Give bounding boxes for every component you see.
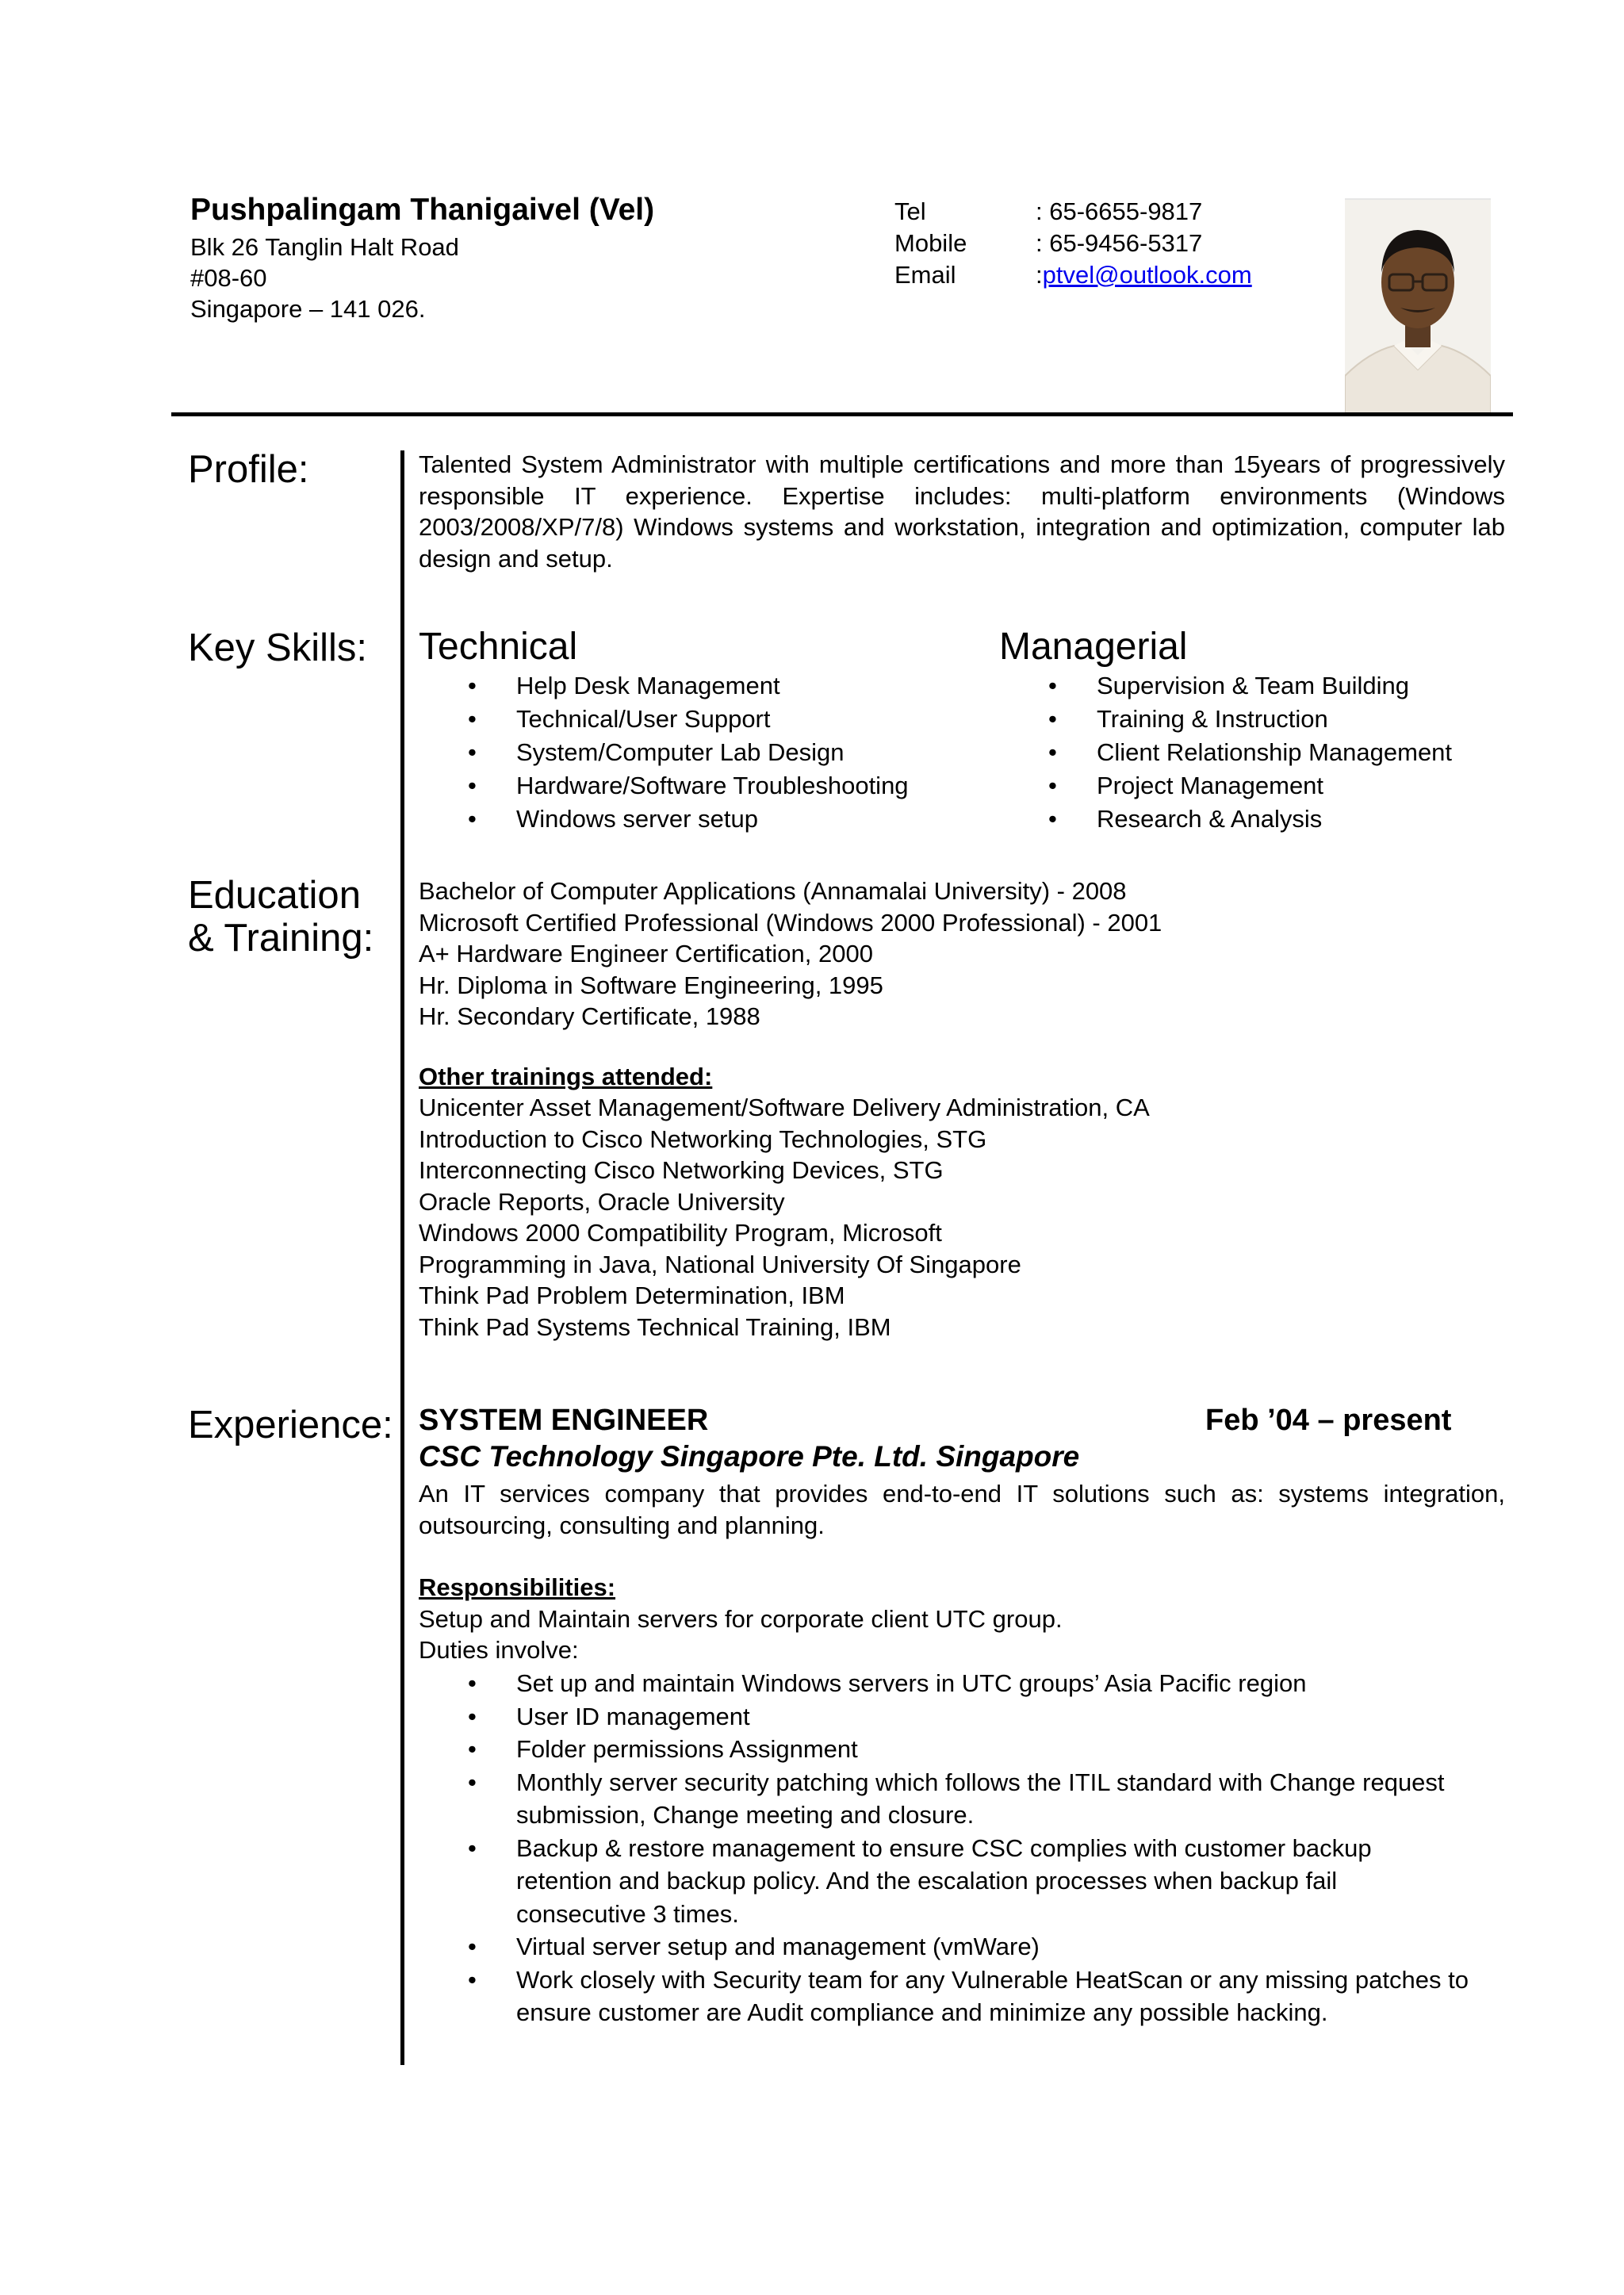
training-item: Unicenter Asset Management/Software Delivery Administration, CA: [419, 1094, 1150, 1121]
training-item: Think Pad Problem Determination, IBM: [419, 1282, 845, 1309]
education-item: Microsoft Certified Professional (Windows 2000 Professional) - 2001: [419, 908, 1162, 937]
duties-list: [419, 1667, 1473, 2029]
education-label-line: & Training:: [188, 917, 374, 960]
contact-value: : 65-9456-5317: [1036, 229, 1203, 257]
duty-item: • Monthly server security patching which follows the ITIL standard with Change request submission, Change meeting and closure.: [419, 1766, 1473, 1832]
profile-text: Talented System Administrator with multiple certifications and more than 15years of progressively responsible IT experience. Expertise includes: multi-platform environments (Windows 2003/2008/XP/7/8) Windows systems and workstation, integration and optimization, computer lab design and setup.: [419, 450, 1505, 573]
profile-label: Profile:: [188, 448, 309, 491]
duty-item: • Work closely with Security team for any Vulnerable HeatScan or any missing patches to ensure customer are Audit compliance and minimize any possible hacking.: [419, 1964, 1473, 2029]
responsibilities-block: [419, 1572, 1505, 1666]
responsibilities-heading: Responsibilities:: [419, 1573, 616, 1601]
job-company: CSC Technology Singapore Pte. Ltd. Singapore: [419, 1440, 1080, 1473]
technical-skills: [419, 625, 990, 836]
profile-photo: [1345, 198, 1491, 416]
education-label: [188, 874, 373, 960]
education-item: Hr. Diploma in Software Engineering, 1995: [419, 971, 883, 999]
contact-label: Mobile: [894, 229, 967, 257]
education-list: [419, 875, 1505, 1343]
training-item: Oracle Reports, Oracle University: [419, 1187, 785, 1216]
list-item: • Research & Analysis: [999, 803, 1507, 836]
duty-item: • Virtual server setup and management (vmWare): [419, 1930, 1473, 1964]
list-item: • Windows server setup: [419, 803, 990, 836]
duties-container: [419, 1667, 1473, 2029]
technical-heading: Technical: [419, 626, 578, 668]
list-item: • Supervision & Team Building: [999, 669, 1507, 703]
job-title: SYSTEM ENGINEER: [419, 1404, 709, 1437]
duty-item: • User ID management: [419, 1700, 1473, 1734]
training-item: Think Pad Systems Technical Training, IBM: [419, 1312, 891, 1341]
skills-label: Key Skills:: [188, 626, 368, 669]
address-block: [190, 232, 459, 324]
duty-item: • Backup & restore management to ensure CSC complies with customer backup retention and backup policy. And the escalation processes when backup fail consecutive 3 times.: [419, 1832, 1473, 1931]
managerial-heading: Managerial: [999, 626, 1188, 668]
contact-block: [894, 196, 1252, 291]
managerial-list: [999, 669, 1507, 836]
contact-tel: [894, 196, 1252, 228]
list-item: • Hardware/Software Troubleshooting: [419, 769, 990, 803]
duty-item: • Folder permissions Assignment: [419, 1733, 1473, 1766]
contact-mobile: [894, 228, 1252, 259]
contact-prefix: :: [1036, 261, 1043, 289]
section-divider: [400, 450, 404, 2065]
contact-value: : 65-6655-9817: [1036, 197, 1203, 225]
experience-label: Experience:: [188, 1404, 393, 1446]
contact-label: Tel: [894, 197, 926, 225]
education-item: A+ Hardware Engineer Certification, 2000: [419, 940, 873, 967]
company-description: An IT services company that provides end-to-end IT solutions such as: systems integration, outsourcing, consulting and planning.: [419, 1480, 1505, 1539]
list-item: • Training & Instruction: [999, 703, 1507, 736]
header-divider: [171, 412, 1513, 416]
job-dates: Feb ’04 – present: [1205, 1404, 1452, 1437]
list-item: • Help Desk Management: [419, 669, 990, 703]
portrait-image: [1345, 200, 1491, 416]
technical-list: [419, 669, 990, 836]
list-item: • Client Relationship Management: [999, 736, 1507, 769]
address-line: #08-60: [190, 264, 267, 292]
duties-intro: Duties involve:: [419, 1636, 579, 1664]
education-label-line: Education: [188, 874, 361, 917]
list-item: • Project Management: [999, 769, 1507, 803]
other-trainings-heading: Other trainings attended:: [419, 1062, 713, 1090]
training-item: Programming in Java, National University Of Singapore: [419, 1250, 1021, 1278]
candidate-name: Pushpalingam Thanigaivel (Vel): [190, 193, 655, 227]
managerial-skills: [999, 625, 1507, 836]
training-item: Introduction to Cisco Networking Technologies, STG: [419, 1125, 987, 1153]
training-item: Windows 2000 Compatibility Program, Microsoft: [419, 1219, 942, 1247]
education-item: Hr. Secondary Certificate, 1988: [419, 1002, 760, 1030]
address-line: Blk 26 Tanglin Halt Road: [190, 233, 459, 261]
contact-email: [894, 259, 1252, 291]
responsibilities-intro: Setup and Maintain servers for corporate client UTC group.: [419, 1604, 1063, 1633]
duty-item: • Set up and maintain Windows servers in UTC groups’ Asia Pacific region: [419, 1667, 1473, 1700]
contact-label: Email: [894, 261, 956, 289]
list-item: • Technical/User Support: [419, 703, 990, 736]
address-line: Singapore – 141 026.: [190, 295, 426, 323]
email-link[interactable]: ptvel@outlook.com: [1042, 261, 1252, 289]
education-item: Bachelor of Computer Applications (Annamalai University) - 2008: [419, 877, 1127, 905]
training-item: Interconnecting Cisco Networking Devices, STG: [419, 1156, 944, 1184]
list-item: • System/Computer Lab Design: [419, 736, 990, 769]
